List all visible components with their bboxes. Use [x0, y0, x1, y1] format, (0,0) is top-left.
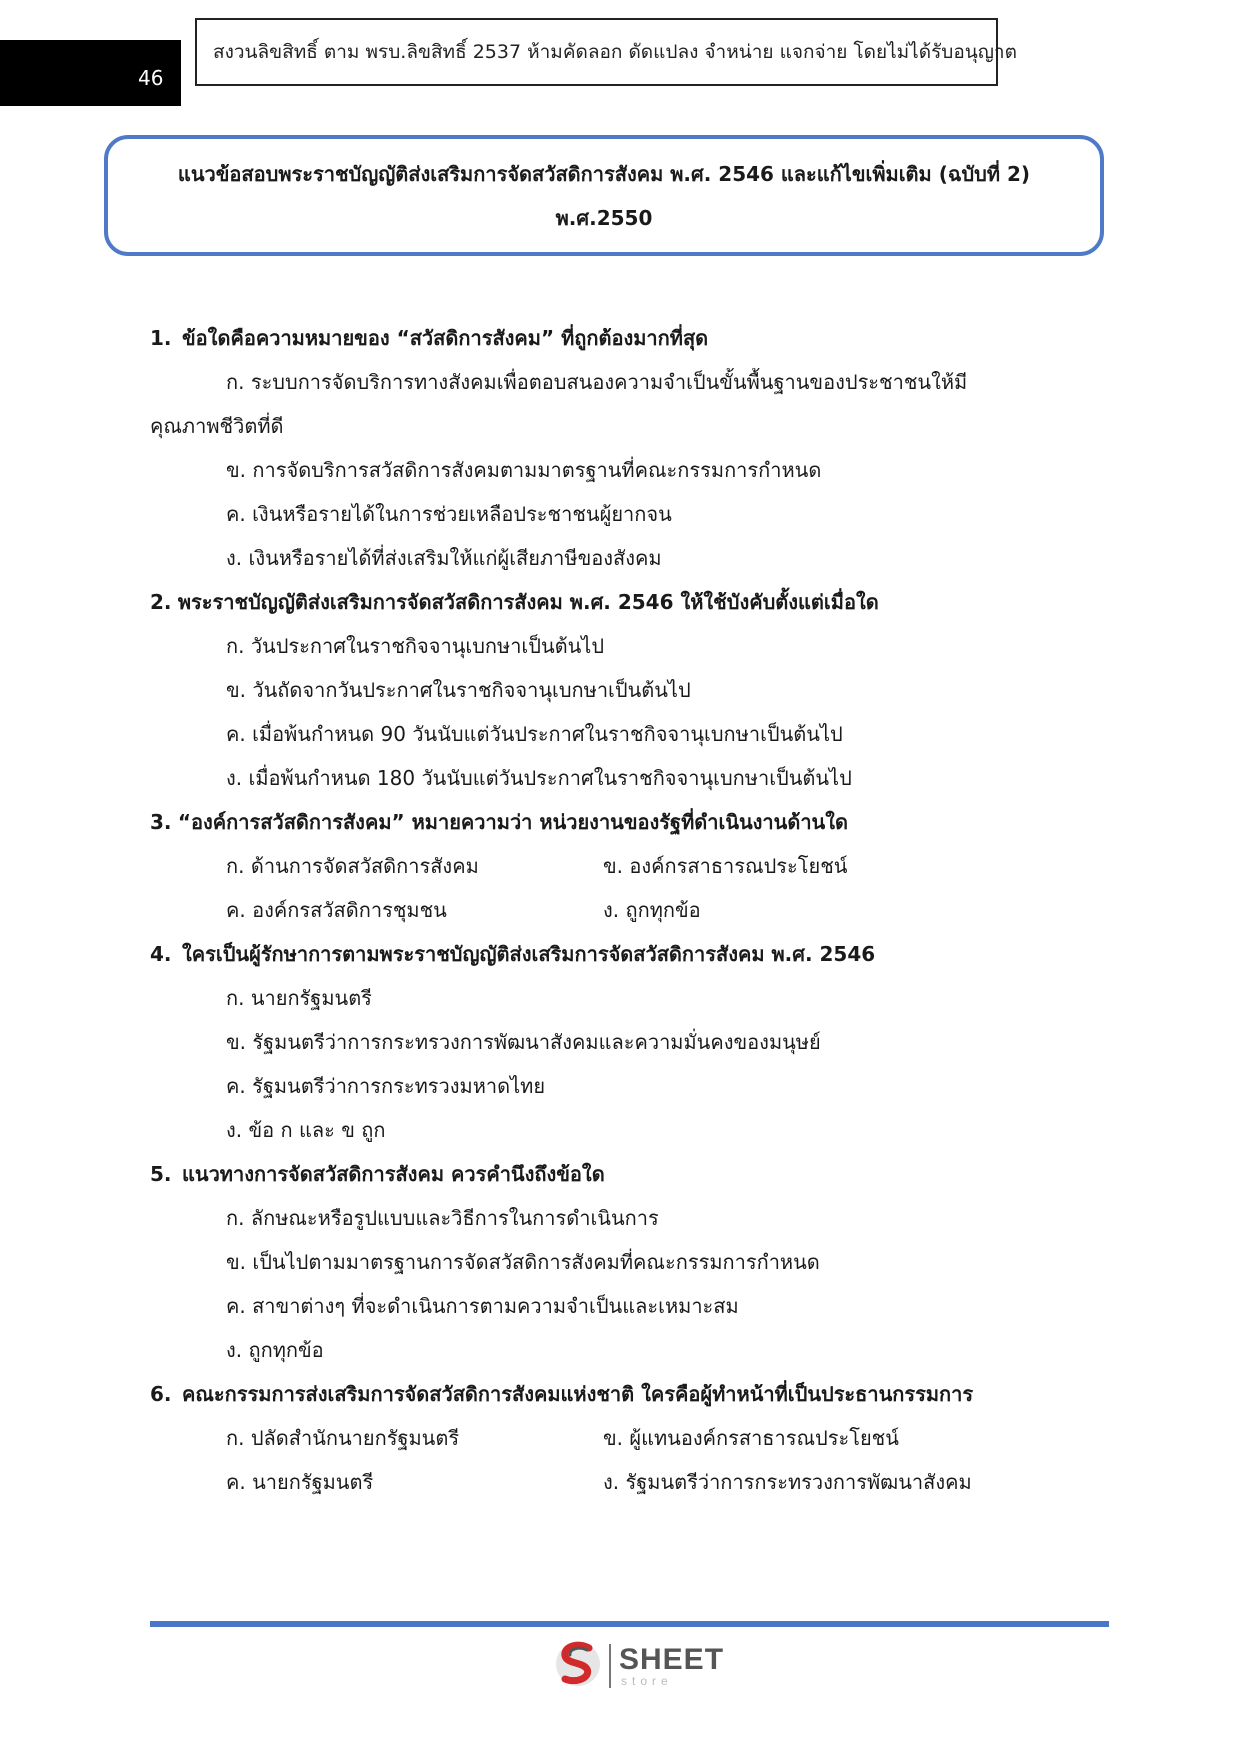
question-text: คณะกรรมการส่งเสริมการจัดสวัสดิการสังคมแห่งชาติ ใครคือผู้ทำหน้าที่เป็นประธานกรรมการ [182, 1382, 974, 1406]
title-line-1: แนวข้อสอบพระราชบัญญัติส่งเสริมการจัดสวัสดิการสังคม พ.ศ. 2546 และแก้ไขเพิ่มเติม (ฉบับที่ 2) [177, 161, 1031, 186]
title-box [104, 135, 1104, 256]
title-line-2: พ.ศ.2550 [555, 205, 653, 230]
question-text: “องค์การสวัสดิการสังคม” หมายความว่า หน่วยงานของรัฐที่ดำเนินงานด้านใด [177, 810, 848, 834]
option-d: ง. เงินหรือรายได้ที่ส่งเสริมให้แก่ผู้เสียภาษีของสังคม [226, 546, 662, 570]
option-b: ข. วันถัดจากวันประกาศในราชกิจจานุเบกษาเป็นต้นไป [226, 678, 691, 702]
option-c: ค. รัฐมนตรีว่าการกระทรวงมหาดไทย [226, 1074, 546, 1098]
option-d: ง. ถูกทุกข้อ [603, 898, 701, 922]
sheet-store-logo [553, 1640, 724, 1692]
page-number: 46 [138, 66, 164, 90]
question-2 [150, 580, 1110, 800]
logo-s-icon [553, 1638, 603, 1694]
option-c: ค. เงินหรือรายได้ในการช่วยเหลือประชาชนผู้ยากจน [226, 502, 672, 526]
option-d: ง. รัฐมนตรีว่าการกระทรวงการพัฒนาสังคม [603, 1470, 972, 1494]
option-a: ก. วันประกาศในราชกิจจานุเบกษาเป็นต้นไป [226, 634, 605, 658]
question-number: 6. [150, 1382, 172, 1406]
question-text: พระราชบัญญัติส่งเสริมการจัดสวัสดิการสังคม พ.ศ. 2546 ให้ใช้บังคับตั้งแต่เมื่อใด [177, 590, 879, 614]
copyright-text: สงวนลิขสิทธิ์ ตาม พรบ.ลิขสิทธิ์ 2537 ห้ามคัดลอก ดัดแปลง จำหน่าย แจกจ่าย โดยไม่ได้รับอนุญาต [213, 41, 1017, 63]
logo-divider [609, 1644, 611, 1688]
option-d: ง. ถูกทุกข้อ [226, 1338, 324, 1362]
option-c: ค. สาขาต่างๆ ที่จะดำเนินการตามความจำเป็นและเหมาะสม [226, 1294, 739, 1318]
question-number: 2. [150, 590, 172, 614]
option-a: ก. ลักษณะหรือรูปแบบและวิธีการในการดำเนินการ [226, 1206, 659, 1230]
option-c: ค. เมื่อพ้นกำหนด 90 วันนับแต่วันประกาศในราชกิจจานุเบกษาเป็นต้นไป [226, 722, 843, 746]
question-number: 5. [150, 1162, 172, 1186]
option-b: ข. เป็นไปตามมาตรฐานการจัดสวัสดิการสังคมที่คณะกรรมการกำหนด [226, 1250, 820, 1274]
logo-text [619, 1645, 724, 1687]
question-text: แนวทางการจัดสวัสดิการสังคม ควรคำนึงถึงข้อใด [182, 1162, 605, 1186]
question-6 [150, 1372, 1110, 1504]
option-a: ก. ปลัดสำนักนายกรัฐมนตรี [226, 1426, 460, 1450]
option-d: ง. เมื่อพ้นกำหนด 180 วันนับแต่วันประกาศในราชกิจจานุเบกษาเป็นต้นไป [226, 766, 852, 790]
logo-main-text: SHEET [619, 1643, 725, 1676]
footer-rule [150, 1621, 1109, 1627]
logo-sub-text: store [621, 1674, 673, 1688]
copyright-notice [195, 18, 1017, 86]
question-4 [150, 932, 1110, 1152]
question-1 [150, 316, 1110, 580]
option-a: ก. ระบบการจัดบริการทางสังคมเพื่อตอบสนองความจำเป็นขั้นพื้นฐานของประชาชนให้มี [226, 370, 968, 394]
option-b: ข. การจัดบริการสวัสดิการสังคมตามมาตรฐานที่คณะกรรมการกำหนด [226, 458, 822, 482]
question-number: 3. [150, 810, 172, 834]
question-number: 4. [150, 942, 172, 966]
option-b: ข. ผู้แทนองค์กรสาธารณประโยชน์ [603, 1426, 899, 1450]
option-b: ข. รัฐมนตรีว่าการกระทรวงการพัฒนาสังคมและความมั่นคงของมนุษย์ [226, 1030, 821, 1054]
option-c: ค. องค์กรสวัสดิการชุมชน [226, 898, 447, 922]
question-number: 1. [150, 326, 172, 350]
option-a: ก. นายกรัฐมนตรี [226, 986, 372, 1010]
option-c: ค. นายกรัฐมนตรี [226, 1470, 374, 1494]
question-text: ข้อใดคือความหมายของ “สวัสดิการสังคม” ที่ถูกต้องมากที่สุด [182, 326, 709, 350]
question-text: ใครเป็นผู้รักษาการตามพระราชบัญญัติส่งเสริมการจัดสวัสดิการสังคม พ.ศ. 2546 [182, 942, 876, 966]
option-a-continued: คุณภาพชีวิตที่ดี [150, 414, 284, 438]
option-b: ข. องค์กรสาธารณประโยชน์ [603, 854, 848, 878]
page-number-tab [0, 40, 181, 106]
option-a: ก. ด้านการจัดสวัสดิการสังคม [226, 854, 479, 878]
question-5 [150, 1152, 1110, 1372]
question-3 [150, 800, 1110, 932]
option-d: ง. ข้อ ก และ ข ถูก [226, 1118, 386, 1142]
question-list [150, 316, 1110, 1504]
